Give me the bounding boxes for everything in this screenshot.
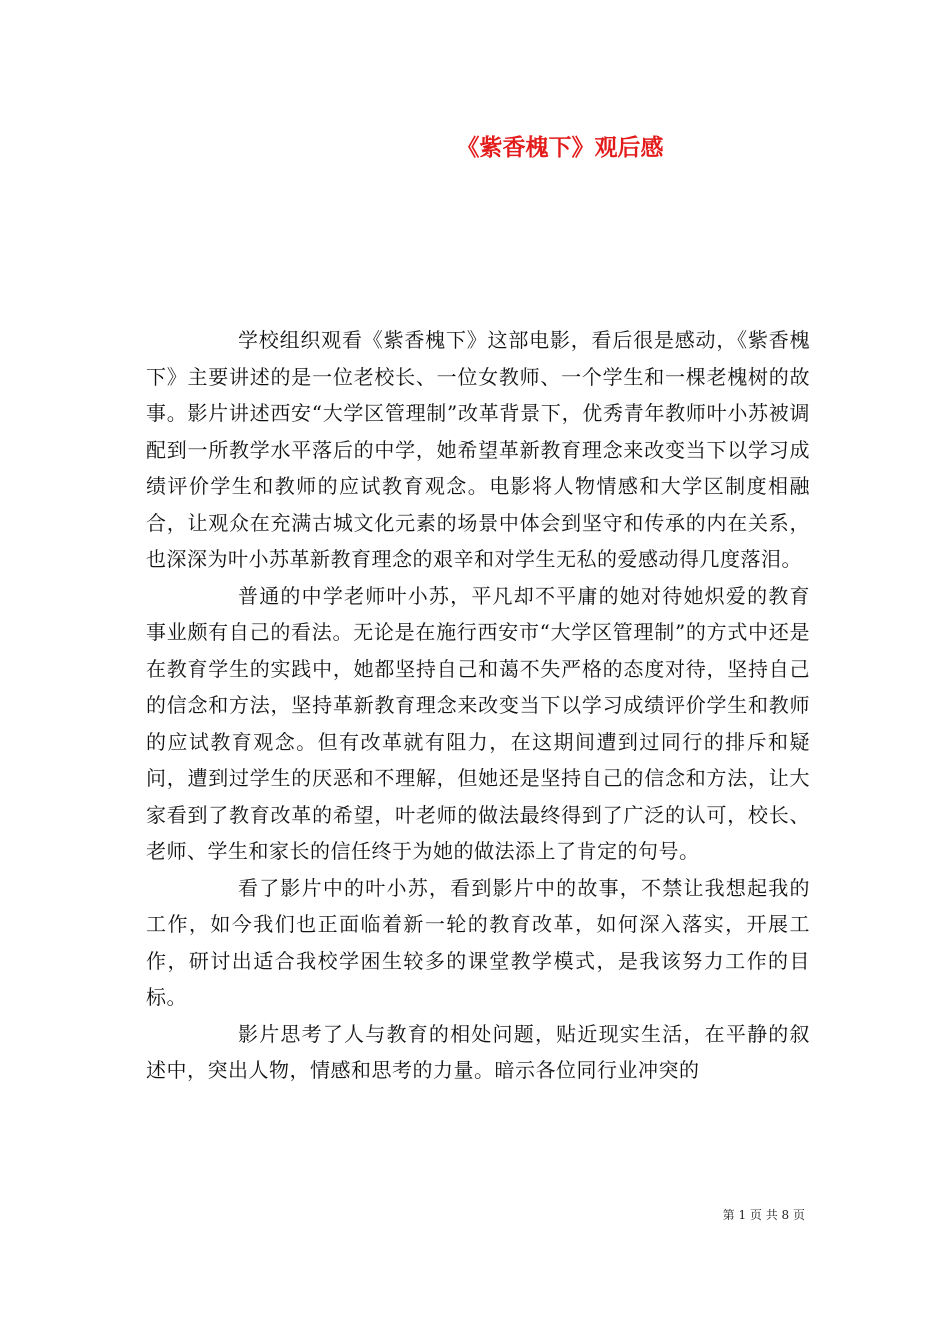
page-number-footer: 第 1 页 共 8 页 — [722, 1208, 805, 1222]
document-title: 《紫香槐下》观后感 — [456, 134, 664, 161]
paragraph-4: 影片思考了人与教育的相处问题，贴近现实生活，在平静的叙述中，突出人物，情感和思考的力量。暗示各位同行业冲突的 — [146, 1021, 810, 1082]
document-body — [146, 322, 810, 1089]
paragraph-1: 学校组织观看《紫香槐下》这部电影，看后很是感动，《紫香槐下》主要讲述的是一位老校长、一位女教师、一个学生和一棵老槐树的故事。影片讲述西安“大学区管理制”改革背景下，优秀青年教师叶小苏被调配到一所教学水平落后的中学，她希望革新教育理念来改变当下以学习成绩评价学生和教师的应试教育观念。电影将人物情感和大学区制度相融合，让观众在充满古城文化元素的场景中体会到坚守和传承的内在关系，也深深为叶小苏革新教育理念的艰辛和对学生无私的爱感动得几度落泪。 — [146, 328, 810, 571]
paragraph-3: 看了影片中的叶小苏，看到影片中的故事，不禁让我想起我的工作，如今我们也正面临着新一轮的教育改革，如何深入落实，开展工作，研讨出适合我校学困生较多的课堂教学模式，是我该努力工作的目标。 — [146, 875, 810, 1009]
paragraph-2: 普通的中学老师叶小苏，平凡却不平庸的她对待她炽爱的教育事业颇有自己的看法。无论是在施行西安市“大学区管理制”的方式中还是在教育学生的实践中，她都坚持自己和蔼不失严格的态度对待，坚持自己的信念和方法，坚持革新教育理念来改变当下以学习成绩评价学生和教师的应试教育观念。但有改革就有阻力，在这期间遭到过同行的排斥和疑问，遭到过学生的厌恶和不理解，但她还是坚持自己的信念和方法，让大家看到了教育改革的希望，叶老师的做法最终得到了广泛的认可，校长、老师、学生和家长的信任终于为她的做法添上了肯定的句号。 — [146, 583, 810, 863]
